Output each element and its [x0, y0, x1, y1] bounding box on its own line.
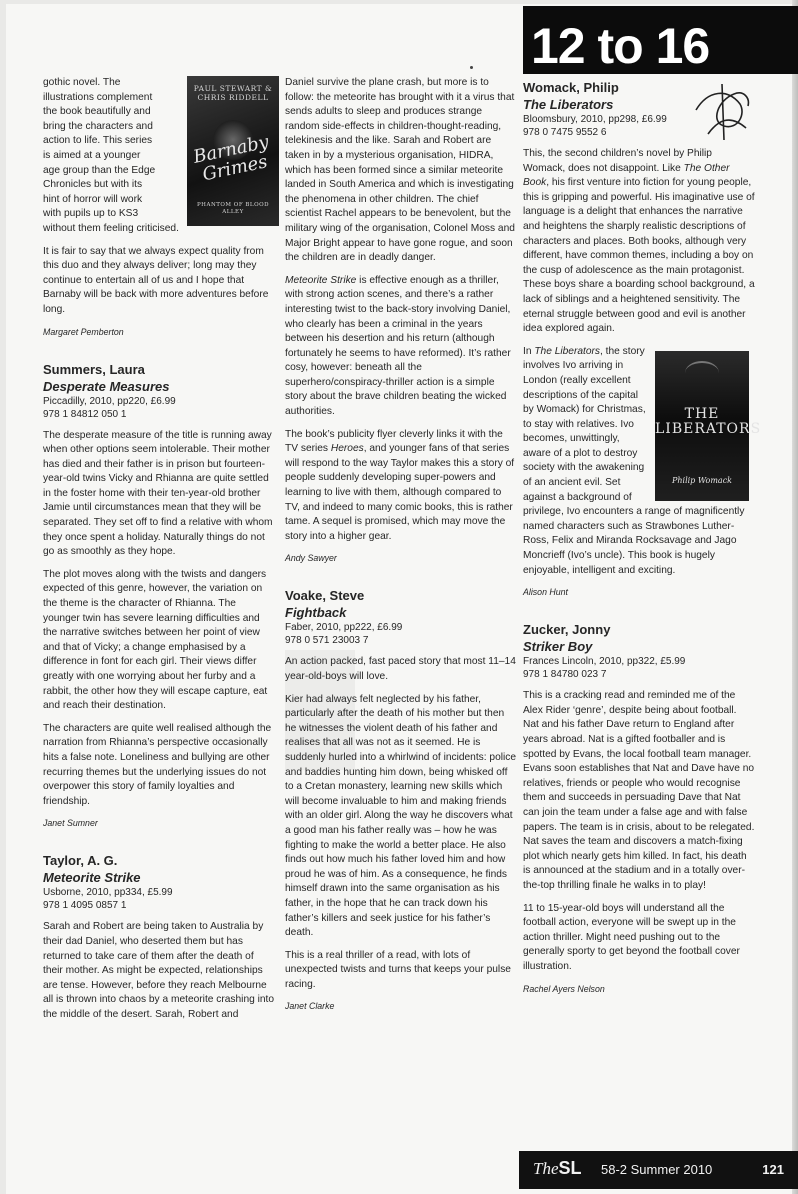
- reviewer-name: Janet Sumner: [43, 818, 98, 829]
- review-isbn: 978 0 7475 9552 6: [523, 127, 607, 138]
- cover-subtitle: PHANTOM OF BLOOD ALLEY: [196, 202, 270, 215]
- magazine-logo: TheSL: [533, 1158, 582, 1178]
- reviewer-name: Rachel Ayers Nelson: [523, 983, 605, 994]
- page-number: 121: [762, 1162, 784, 1177]
- review-book-title: Fightback: [285, 605, 347, 621]
- review-paragraph: This is a cracking read and reminded me of the Alex Rider ‘genre’, despite being about football. Nat and his father Dave return to England after years abroad. Nat is a gifted footballer and is spotted by Evans, the local football team manager. Evans soon establishes that Nat and Dave have no relatives, friends or people who would recognise them and succeeds in persuading Dave that Nat can join the team under a false age and with false papers. The team is in crisis, about to be relegated. Nat saves the team and discovers a match-fixing plot which nearly gets him killed. In fact, his death is announced at the stadium and in a totally over-the-top thrilling finale he walks in to play!: [523, 690, 755, 891]
- age-range-heading: 12 to 16: [531, 18, 710, 74]
- reviewer-name: Alison Hunt: [523, 587, 568, 598]
- review-paragraph: The desperate measure of the title is running away when other options seem intolerable. Their mother has died and their father is in prison but fourteen-year-old twins Vicky and Rhianna are quite settled in the foster home with their ten-year-old brother Jamie until circumstances mean that they will be separated. They set off to find a relative with whom they once spent a holiday. Naturally things do not go as smoothly as they hope.: [43, 429, 273, 558]
- review-book-title: Meteorite Strike: [43, 870, 141, 886]
- book-title-inline: The Other Book: [523, 162, 730, 189]
- reviewer-name: Andy Sawyer: [285, 553, 337, 564]
- review-author: Zucker, Jonny: [523, 622, 611, 638]
- review-paragraph: Daniel survive the plane crash, but more is to follow: the meteorite has brought with it a virus that sends adults to sleep and produces strange random side-effects in children-thought-reading, telekinesis and the like. Sarah and Robert are taken in by a mysterious organisation, HIDRA, which has been formed since a similar meteorite landed in South America and which is investigating the phenomena in other children. The chief scientist Rachel appears to be benevolent, but the military wing of the organisation, Colonel Moss and Major Bright appear to have gone rogue, and soon the children are in deadly danger.: [285, 77, 515, 264]
- review-author: Summers, Laura: [43, 361, 145, 377]
- column-left: [43, 76, 275, 1031]
- tv-series-inline: Heroes: [330, 443, 364, 455]
- reviewer-name: Margaret Pemberton: [43, 326, 124, 337]
- review-paragraph: Kier had always felt neglected by his father, particularly after the death of his mother but then he witnesses the violent death of his father and realises that all was not as it seemed. He is suddenly hurled into a whirlwind of incidents: police and baddies hunting him down, being whisked off to a Cretan monastery, learning new skills which will become invaluable to him and making friends with an older girl. Along the way he discovers what a good man his father really was – how he was fighting to make the world a better place. He also finds out how much his father loved him and how proud he was of him. As a consequence, he finds himself drawn into the same organisation as his father, in the hope that he can track down his father’s killers and seek justice for his father’s death.: [285, 693, 517, 939]
- review-isbn: 978 1 84780 023 7: [523, 669, 607, 681]
- cover-the-liberators: [655, 351, 762, 501]
- paper-speck: [470, 66, 473, 69]
- issue-label: 58-2 Summer 2010: [601, 1162, 713, 1177]
- review-book-title: Desperate Measures: [43, 378, 170, 394]
- cover-title: THE LIBERATORS: [655, 405, 762, 437]
- review-paragraph: The plot moves along with the twists and dangers expected of this genre, however, the variation on the theme is the character of Rhianna. The younger twin has severe learning difficulties and the narrative switches between her point of view and that of Vicky; a change emphasised by a difference in font for each girl. Their views differ greatly with one worrying about her furby and a rabbit, the other how they will escape capture, eat and reach their destination.: [43, 568, 268, 712]
- intro-paragraph-2: It is fair to say that we always expect quality from this duo and they always deliver; long may they continue to entertain all of us and I hope that Barnaby will be back with more adventures before long.: [43, 245, 269, 315]
- review-book-title: Striker Boy: [523, 639, 593, 655]
- page-footer: [519, 1151, 798, 1189]
- review-isbn: 978 0 571 23003 7: [285, 635, 369, 647]
- review-paragraph: This, the second children’s novel by Philip Womack, does not disappoint. Like The Other Book, his first venture into fiction for young people, this is gripping and powerful. His imaginative use of language is a delight that enhances the narrative and heightens the sharply realistic descriptions of characters and places. Both books, although very different, have common themes, including a boy on the cusp of adolescence as the main protagonist. These boys share a boarding school background, a lack of siblings and a heightened sensitivity. The eternal struggle between good and evil is another idea explored again.: [523, 148, 755, 335]
- review-paragraph: This is a real thriller of a read, with lots of unexpected twists and turns that keeps your pulse racing.: [285, 949, 511, 990]
- cover-title: Barnaby Grimes: [191, 131, 271, 186]
- review-paragraph: The book’s publicity flyer cleverly links it with the TV series Heroes, and younger fans of that series will respond to the way Taylor makes this a story of people suddenly developing super-powers and learning to live with them, although compared to TV, and indeed to many comic books, this is rather tame. A sequel is promised, which may move the story into a higher gear.: [285, 428, 515, 542]
- review-isbn: 978 1 4095 0857 1: [43, 900, 127, 912]
- review-publisher: Usborne, 2010, pp334, £5.99: [43, 887, 173, 899]
- review-publisher: Piccadilly, 2010, pp220, £6.99: [43, 395, 176, 407]
- book-title-inline: Meteorite Strike: [285, 274, 357, 286]
- reviewer-name: Janet Clarke: [285, 1001, 335, 1012]
- cover-bird-illustration: [685, 361, 719, 385]
- review-author: Taylor, A. G.: [43, 853, 118, 869]
- cover-barnaby-grimes: [187, 76, 279, 226]
- review-publisher: Frances Lincoln, 2010, pp322, £5.99: [523, 656, 686, 668]
- review-paragraph: In The Liberators, the story involves Ivo arriving in London (really excellent descriptions of the capital by Womack) for Christmas, to stay with relatives. Ivo becomes, unwittingly, aware of a plot to destroy society with the awakening of an ancient evil. Set against a background of privilege, Ivo encounters a range of magnificently named characters such as Strawbones Luther-Ross, Felix and Miranda Rocksavage and Jago Moncrieff (Ivo’s uncle). This book is hugely enjoyable, intelligent and exciting.: [523, 345, 745, 576]
- page-edge-shadow: [792, 0, 798, 1194]
- review-isbn: 978 1 84812 050 1: [43, 408, 127, 420]
- review-paragraph: Meteorite Strike is effective enough as a thriller, with strong action scenes, and there’s a rather interesting twist to the back-story involving Daniel, who clearly has been a criminal in the years between his desertion and his return (although fortunately he seems to have reformed). It’s rather cosy, however: beneath all the superhero/conspiracy-thriller action is a simple story about the brave children beating the wicked authorities.: [285, 274, 511, 418]
- review-paragraph: An action packed, fast paced story that most 11–14 year-old-boys will love.: [285, 656, 516, 682]
- review-author: Voake, Steve: [285, 588, 365, 604]
- column-middle: [285, 76, 517, 1036]
- review-author: Womack, Philip: [523, 80, 619, 95]
- book-title-inline: The Liberators: [534, 345, 601, 357]
- review-paragraph: Sarah and Robert are being taken to Australia by their dad Daniel, who deserted them but has returned to take care of them after the death of their mother. As might be expected, relationships are tense. However, before they reach Melbourne all is thrown into chaos by a meteorite crashing into the middle of the desert. Sarah, Robert and: [43, 921, 275, 1020]
- cover-authors: PAUL STEWART & CHRIS RIDDELL: [193, 84, 273, 102]
- section-header: [523, 6, 798, 74]
- column-right: [523, 76, 762, 1019]
- review-paragraph: The characters are quite well realised although the narration from Rhianna’s perspective occasionally hits a false note. Loneliness and bullying are other recurring themes but the underlying issues do not overpower this story of family loyalties and friendship.: [43, 722, 272, 807]
- review-publisher: Bloomsbury, 2010, pp298, £6.99: [523, 114, 667, 125]
- review-publisher: Faber, 2010, pp222, £6.99: [285, 622, 403, 634]
- cover-author: Philip Womack: [671, 476, 733, 486]
- review-paragraph: 11 to 15-year-old boys will understand all the football action, everyone will be swept up in the action thriller. Might need pushing out to the generally sporty to get beyond the football cover illustration.: [523, 902, 740, 972]
- intro-paragraph: gothic novel. The illustrations complement the book beautifully and bring the characters and action to life. This series is aimed at a younger age group than the Edge Chronicles but with its hint of horror will work with pupils up to KS3 without them feeling criticised.: [43, 77, 179, 234]
- review-book-title: The Liberators: [523, 97, 614, 112]
